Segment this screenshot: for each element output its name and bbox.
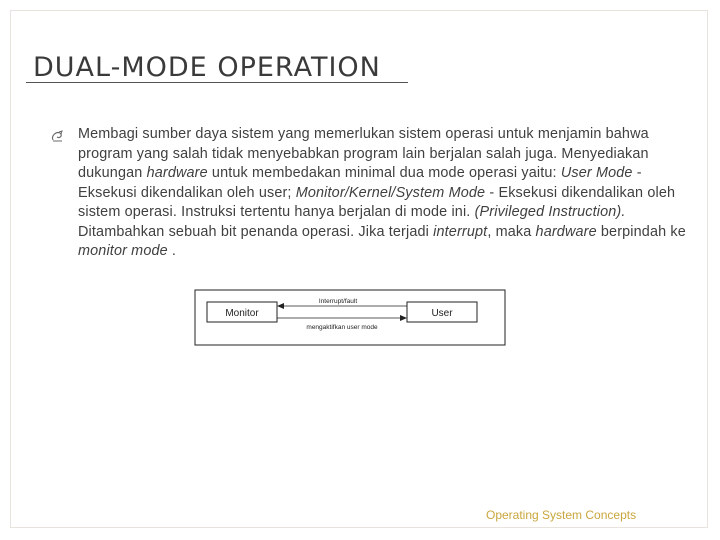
footer-label: Operating System Concepts: [486, 508, 637, 522]
body-text-segment: - Eksekusi dikendalikan oleh user;: [78, 165, 642, 201]
body-text-segment: .: [167, 243, 177, 259]
body-text-segment: untuk membedakan minimal dua mode operasi yaitu:: [207, 165, 561, 181]
body-italic-monitor-mode: Monitor/Kernel/System Mode: [295, 184, 486, 201]
interrupt-arrow-label: Interrupt/fault: [318, 298, 358, 305]
slide-title: DUAL-MODE OPERATION: [33, 52, 381, 83]
monitor-box-label: Monitor: [225, 308, 259, 319]
body-paragraph: [78, 125, 698, 262]
body-italic-monitor-mode-2: monitor mode: [78, 243, 168, 259]
body-text-segment: berpindah ke: [596, 223, 686, 240]
body-italic-hardware: hardware: [146, 165, 208, 181]
body-text-segment: , maka: [487, 223, 536, 240]
body-text-segment: Membagi sumber daya sistem yang memerlukan sistem operasi untuk menjamin bahwa program yang salah tidak menyebabkan program lain berjalan salah juga. Menyediakan dukungan: [78, 126, 649, 181]
body-italic-user-mode: User Mode: [560, 165, 633, 181]
curly-arrow-bullet-icon: [50, 128, 66, 144]
mode-transition-diagram: [185, 282, 526, 359]
user-mode-arrow-label: mengaktifkan user mode: [306, 324, 378, 331]
body-text-segment: - Eksekusi dikendalikan oleh sistem operasi. Instruksi tertentu hanya berjalan di mode ini.: [78, 184, 676, 220]
user-box-label: User: [431, 308, 453, 319]
slide-border: [10, 10, 708, 528]
body-text-segment: Ditambahkan sebuah bit penanda operasi. Jika terjadi: [78, 223, 434, 240]
body-italic-hardware-2: hardware: [535, 223, 597, 240]
title-underline: [26, 82, 408, 83]
body-italic-interrupt: interrupt: [433, 223, 488, 240]
body-italic-privileged: (Privileged Instruction).: [474, 204, 626, 220]
